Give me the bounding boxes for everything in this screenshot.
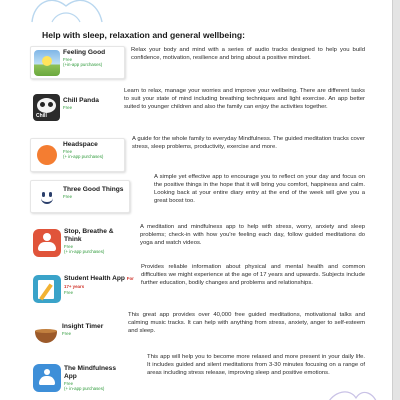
app-description: This app will help you to become more relaxed and more present in your daily life. It includes guided and silent meditations from 3-30 minutes focusing on a range of areas including stress release, improving sleep and positive emotions. [147, 354, 365, 376]
app-iap-note: (+ in-app purchases) [64, 386, 105, 392]
page-edge [392, 0, 400, 400]
flower-outline-decoration [22, 0, 112, 24]
app-price: Free [64, 243, 74, 249]
app-name: Stop, Breathe & Think [64, 228, 114, 243]
app-card [30, 226, 125, 264]
app-description: A meditation and mindfulness app to help with stress, worry, anxiety and sleep problems; check-in with how you're feeling each day, follow guided meditations do yoga and watch videos. [140, 224, 365, 246]
app-description: This great app provides over 40,000 free guided meditations, motivational talks and calming music tracks. It can help with anything from stress, anxiety, anger to self-esteem and sleep. [128, 312, 365, 334]
app-card [30, 46, 125, 79]
app-name: Three Good Things [63, 186, 124, 193]
app-card [30, 138, 125, 172]
app-price: Free [63, 148, 73, 154]
app-price: Free [63, 104, 73, 110]
app-name: Insight Timer [62, 323, 104, 330]
panda-icon-caption: Chill [36, 113, 47, 119]
app-card [30, 361, 125, 395]
panda-icon [33, 94, 60, 121]
app-iap-note: (+ in-app purchases) [63, 154, 104, 160]
app-description: A guide for the whole family to everyday Mindfulness. The guided meditation tracks cover stress, sleep problems, productivity, exercise and more. [132, 136, 365, 150]
app-name: Feeling Good [63, 49, 106, 56]
orange-dot-icon [34, 142, 60, 168]
page-heading: Help with sleep, relaxation and general wellbeing: [42, 30, 245, 40]
app-price: Free [62, 330, 72, 336]
app-description: Provides reliable information about physical and mental health and common difficulties we might experience at the age of 17 years and upwards. Subjects include further education, bodily changes and problems and relationships. [141, 264, 365, 286]
app-price: Free [63, 193, 73, 199]
app-description: Learn to relax, manage your worries and improve your wellbeing. There are different tasks to suit your state of mind including breathing techniques and light exercise. An app better suited to younger children and also the family can enjoy the activities together. [124, 88, 365, 110]
app-price: Free [64, 290, 74, 296]
app-name [64, 275, 134, 290]
app-name: The Mindfulness App [64, 365, 117, 380]
app-description: A simple yet effective app to encourage you to reflect on your day and focus on the positive things in the hope that it will bring you comfort, happiness and calm. Looking back at your entire diary entry at the end of the week will give you a great boost too. [154, 174, 365, 204]
app-iap-note: (+in-app purchases) [63, 62, 103, 68]
app-iap-note: (+ in-app purchases) [64, 249, 105, 255]
app-price: Free [64, 380, 74, 386]
app-card [30, 180, 130, 213]
pencil-notepad-icon [33, 275, 61, 303]
app-card [30, 272, 136, 306]
app-description: Relax your body and mind with a series of audio tracks designed to help you build confidence, motivation, resilience and bring about a positive mindset. [131, 47, 365, 61]
app-name: Headspace [63, 141, 98, 148]
flower-outline-decoration-bottom [320, 384, 380, 400]
app-name-text: Student Health App [64, 275, 125, 282]
app-name: Chill Panda [63, 97, 99, 104]
meditating-person-icon [33, 364, 61, 392]
smiley-face-icon [34, 184, 60, 210]
app-price: Free [63, 56, 73, 62]
app-card [30, 91, 125, 125]
meditating-figure-icon [33, 229, 61, 257]
age-note: For 17+ years [64, 276, 134, 289]
sunset-landscape-icon [34, 50, 60, 76]
app-card [30, 318, 125, 348]
singing-bowl-icon [33, 321, 59, 347]
